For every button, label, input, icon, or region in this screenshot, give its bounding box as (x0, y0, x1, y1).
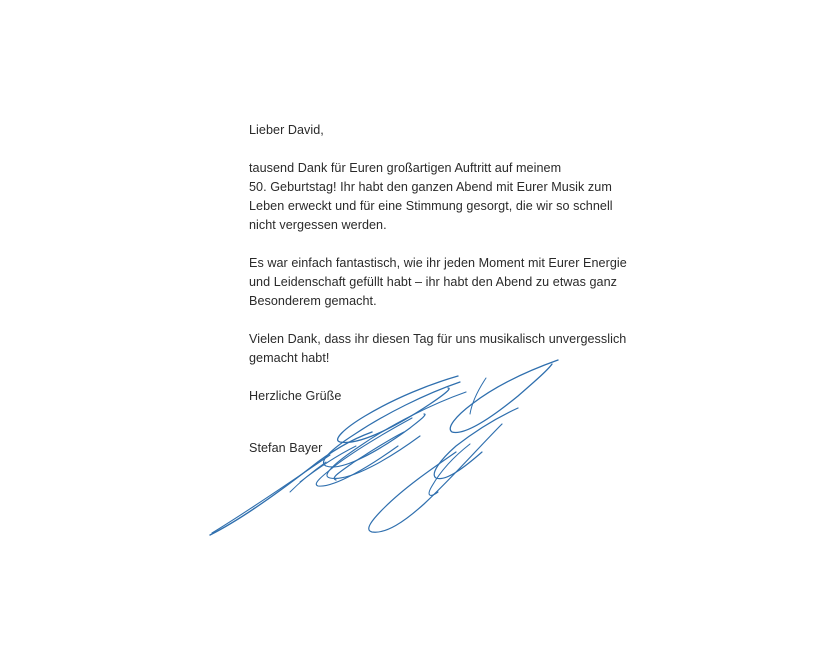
scan-speck (750, 41, 753, 44)
paragraph-thanks-line: nicht vergessen werden. (249, 218, 387, 232)
closing-phrase: Herzliche Grüße (249, 389, 342, 403)
paragraph-praise-line: Es war einfach fantastisch, wie ihr jeden Moment mit Eurer Energie (249, 256, 627, 270)
paragraph-praise-line: Besonderem gemacht. (249, 294, 377, 308)
paragraph-thanks-line: tausend Dank für Euren großartigen Auftritt auf meinem (249, 161, 562, 175)
paragraph-closing-thanks-line: gemacht habt! (249, 351, 330, 365)
paragraph-praise-line: und Leidenschaft gefüllt habt – ihr habt den Abend zu etwas ganz (249, 275, 617, 289)
sender-name: Stefan Bayer (249, 441, 323, 455)
salutation: Lieber David, (249, 123, 324, 137)
paragraph-thanks-line: Leben erweckt und für eine Stimmung gesorgt, die wir so schnell (249, 199, 613, 213)
paragraph-closing-thanks (249, 330, 689, 368)
letter-body (249, 121, 689, 458)
paragraph-closing-thanks-line: Vielen Dank, dass ihr diesen Tag für uns musikalisch unvergesslich (249, 332, 627, 346)
paragraph-thanks (249, 159, 689, 235)
paragraph-thanks-line: 50. Geburtstag! Ihr habt den ganzen Abend mit Eurer Musik zum (249, 180, 612, 194)
paragraph-praise (249, 254, 689, 311)
